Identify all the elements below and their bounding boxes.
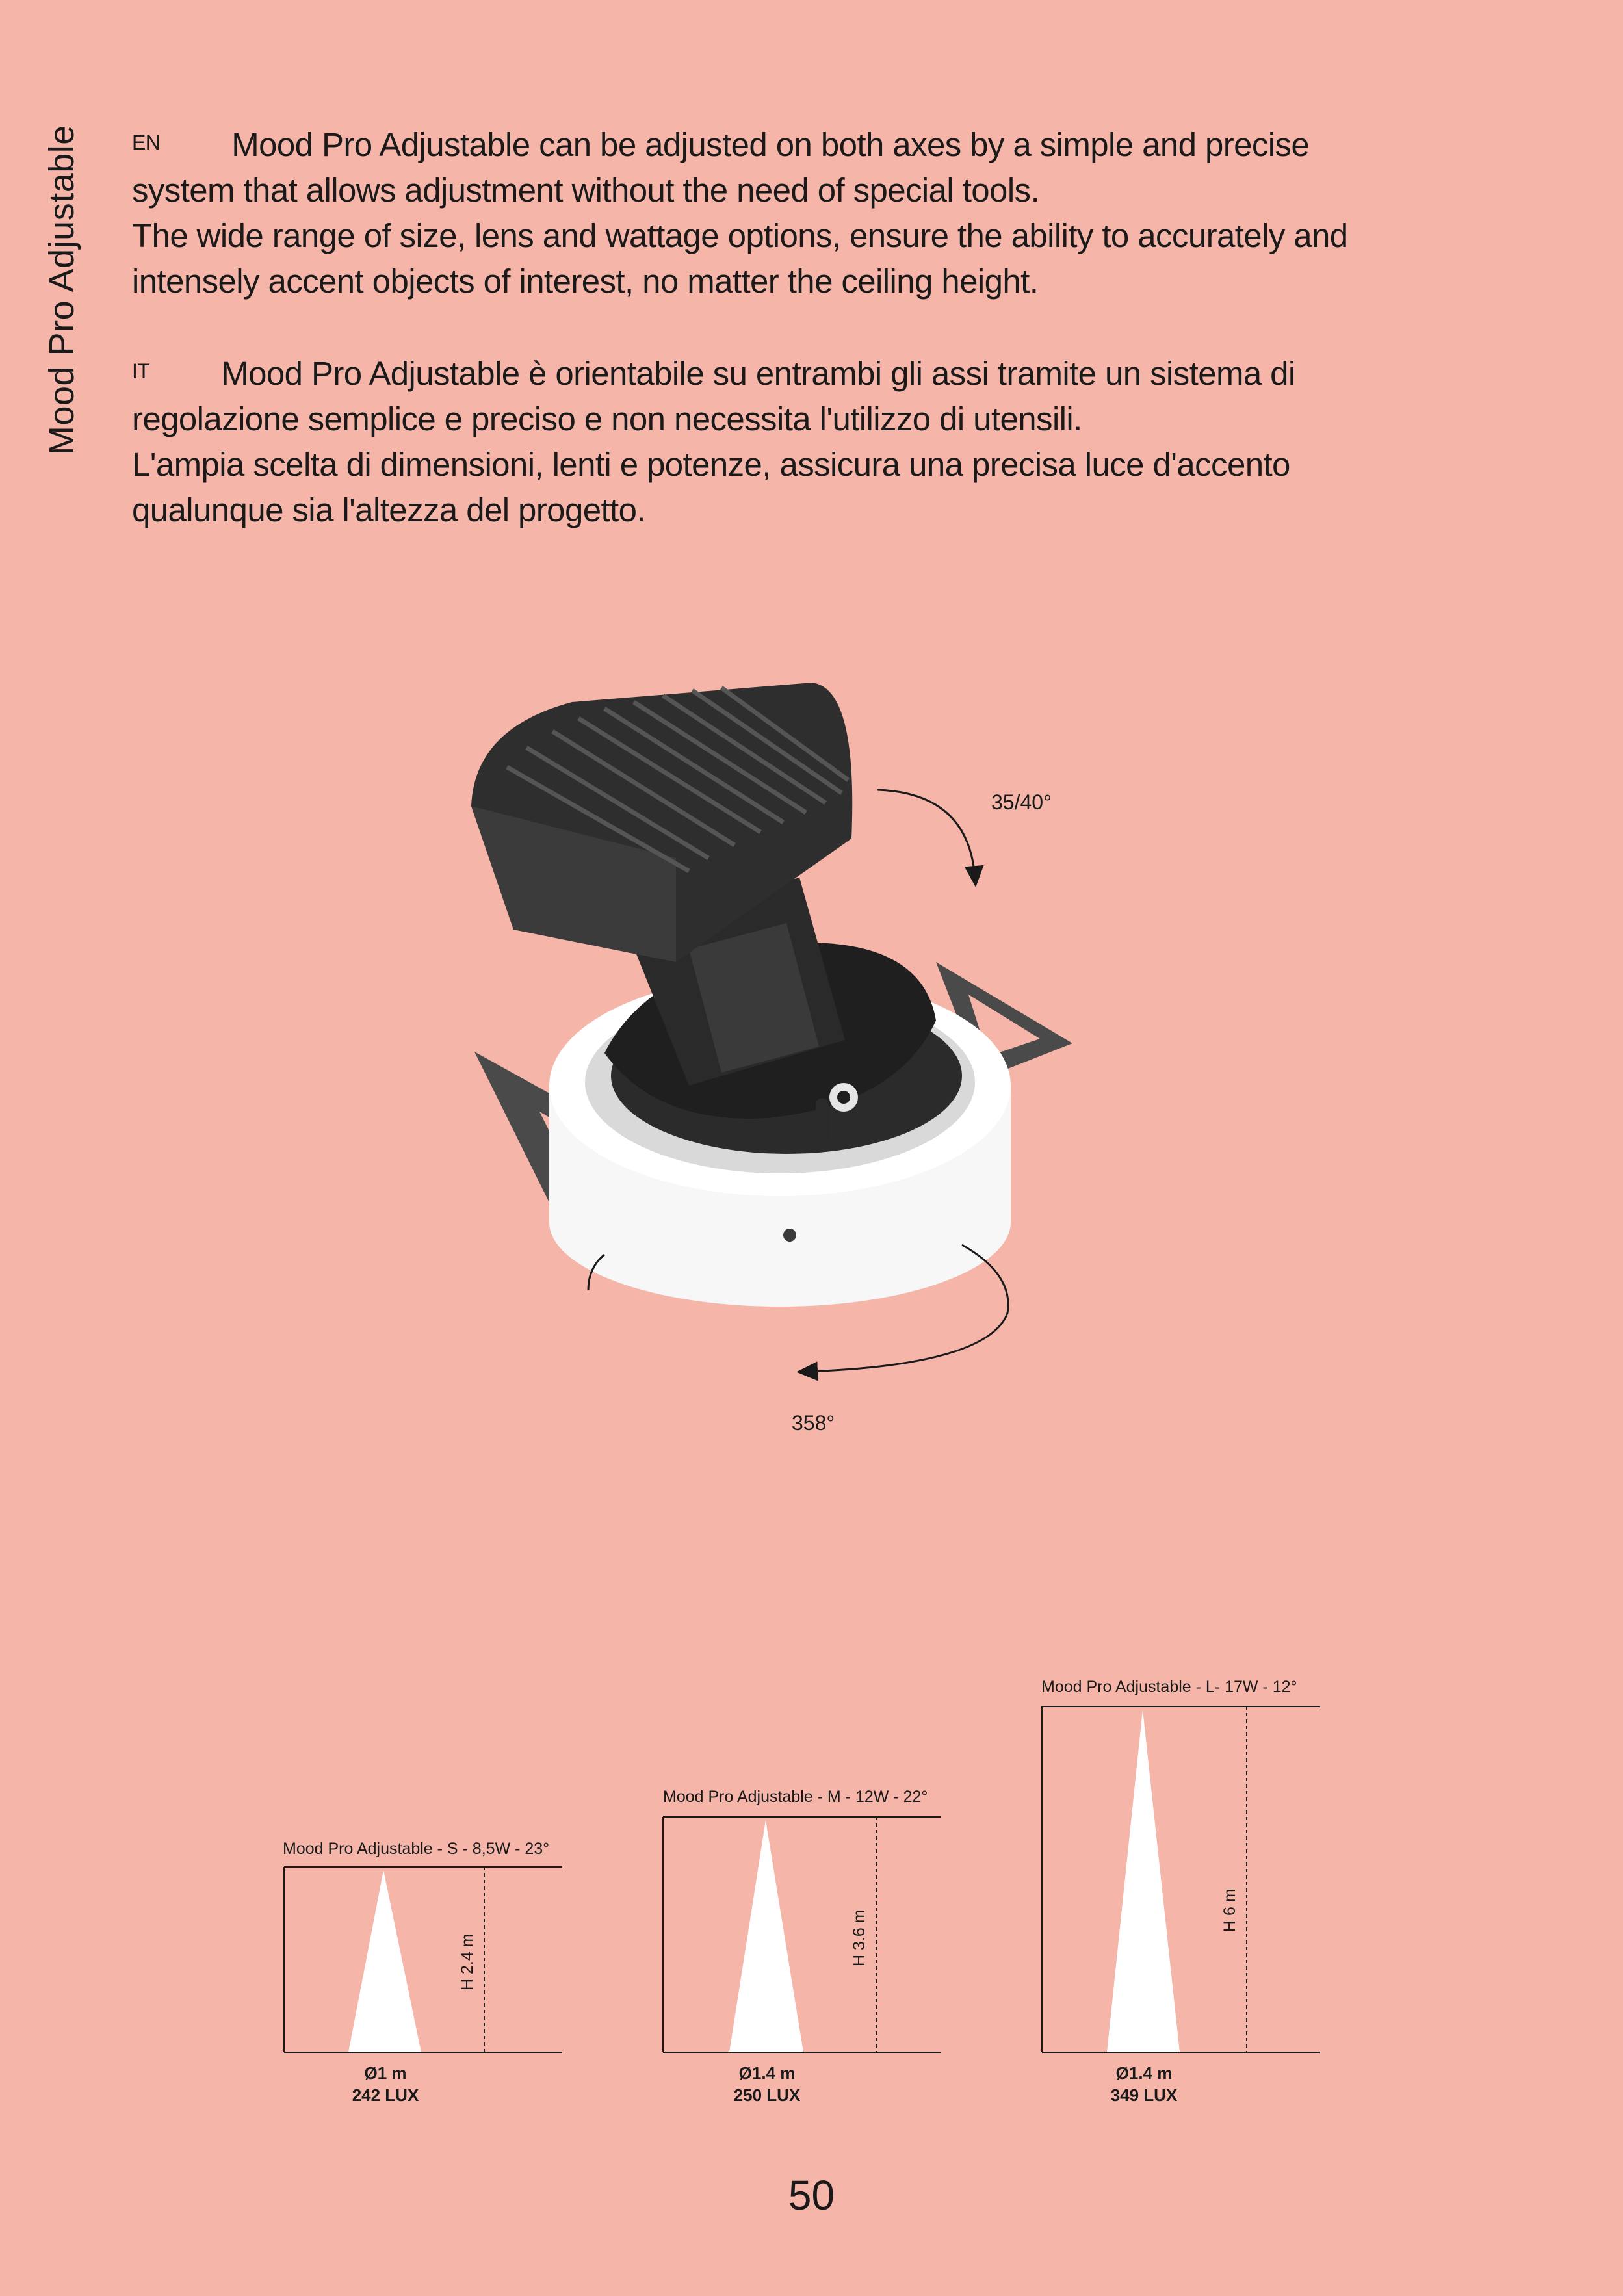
height-label-s: H 2.4 m	[458, 1933, 476, 1990]
beam-title-m: Mood Pro Adjustable - M - 12W - 22°	[663, 1788, 928, 1806]
tilt-arrow	[877, 790, 975, 878]
diameter-label-s: Ø1 m	[364, 2063, 407, 2083]
beam-diagrams	[0, 1625, 1623, 2145]
beam-diagram-m	[663, 1788, 941, 2105]
lux-label-m: 250 LUX	[733, 2085, 801, 2105]
it-line-1: Mood Pro Adjustable è orientabile su entrambi gli assi tramite un sistema di	[221, 355, 1295, 392]
beam-title-l: Mood Pro Adjustable - L- 17W - 12°	[1041, 1678, 1297, 1696]
beam-diagram-s	[283, 1840, 562, 2105]
lux-label-s: 242 LUX	[352, 2085, 419, 2105]
light-cone-l	[1107, 1710, 1180, 2052]
diameter-label-m: Ø1.4 m	[738, 2063, 796, 2083]
tilt-angle-label: 35/40°	[991, 790, 1052, 814]
en-line-1: Mood Pro Adjustable can be adjusted on both axes by a simple and precise	[231, 126, 1310, 163]
lang-tag-it: IT	[132, 359, 150, 383]
rotation-angle-label: 358°	[792, 1411, 835, 1435]
lang-tag-en: EN	[132, 131, 161, 154]
diameter-label-l: Ø1.4 m	[1115, 2063, 1173, 2083]
en-line-4: intensely accent objects of interest, no matter the ceiling height.	[132, 263, 1039, 300]
side-title: Mood Pro Adjustable	[42, 125, 81, 455]
en-line-2: system that allows adjustment without the need of special tools.	[132, 172, 1040, 209]
height-label-l: H 6 m	[1221, 1888, 1239, 1932]
beam-diagram-l	[1041, 1678, 1320, 2105]
light-cone-m	[729, 1820, 803, 2052]
page-number: 50	[788, 2172, 835, 2219]
lux-label-l: 349 LUX	[1110, 2085, 1178, 2105]
height-label-m: H 3.6 m	[850, 1909, 868, 1966]
beam-title-s: Mood Pro Adjustable - S - 8,5W - 23°	[283, 1840, 550, 1858]
it-line-4: qualunque sia l'altezza del progetto.	[132, 491, 645, 528]
it-line-3: L'ampia scelta di dimensioni, lenti e potenze, assicura una precisa luce d'accento	[132, 446, 1290, 483]
en-line-3: The wide range of size, lens and wattage options, ensure the ability to accurately and	[132, 217, 1348, 254]
it-line-2: regolazione semplice e preciso e non necessita l'utilizzo di utensili.	[132, 400, 1082, 437]
light-cone-s	[348, 1870, 421, 2052]
